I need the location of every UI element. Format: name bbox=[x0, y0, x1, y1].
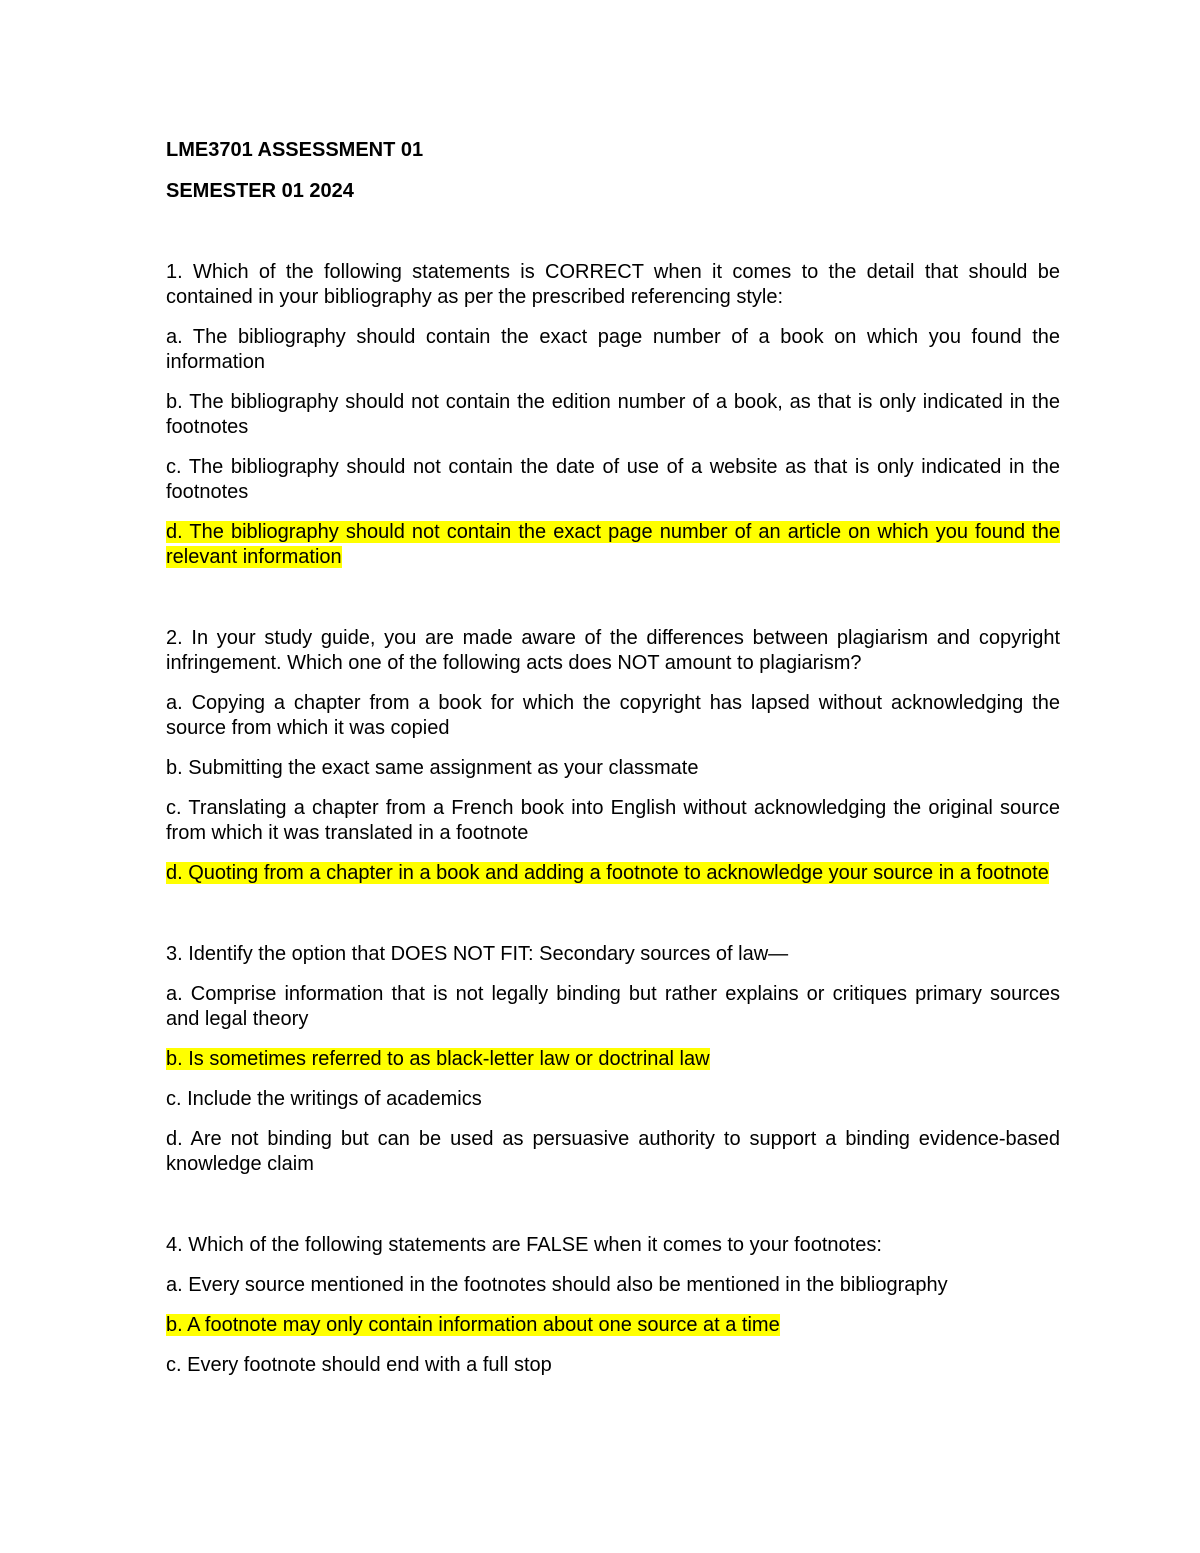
highlighted-answer: b. A footnote may only contain information about one source at a time bbox=[166, 1314, 780, 1336]
option-text: c. The bibliography should not contain the date of use of a website as that is only indicated in the footnotes bbox=[166, 456, 1060, 503]
answer-option-a bbox=[166, 1273, 1060, 1298]
document-title: LME3701 ASSESSMENT 01 bbox=[166, 139, 424, 161]
option-text: a. The bibliography should contain the exact page number of a book on which you found the information bbox=[166, 326, 1060, 373]
document-subtitle: SEMESTER 01 2024 bbox=[166, 180, 354, 202]
option-text: b. Submitting the exact same assignment as your classmate bbox=[166, 757, 699, 779]
answer-option-a bbox=[166, 982, 1060, 1032]
option-text: d. Are not binding but can be used as persuasive authority to support a binding evidence-based knowledge claim bbox=[166, 1128, 1060, 1175]
answer-option-a bbox=[166, 691, 1060, 741]
question-stem: 3. Identify the option that DOES NOT FIT: Secondary sources of law— bbox=[166, 943, 789, 965]
option-text: c. Every footnote should end with a full stop bbox=[166, 1354, 552, 1376]
question-1 bbox=[166, 260, 1060, 570]
highlighted-answer: d. The bibliography should not contain the exact page number of an article on which you found the relevant information bbox=[166, 521, 1060, 568]
answer-option-c bbox=[166, 796, 1060, 846]
option-text: b. The bibliography should not contain the edition number of a book, as that is only indicated in the footnotes bbox=[166, 391, 1060, 438]
answer-option-d bbox=[166, 1127, 1060, 1177]
answer-option-d bbox=[166, 861, 1060, 886]
question-3 bbox=[166, 942, 1060, 1177]
question-2 bbox=[166, 626, 1060, 886]
answer-option-c bbox=[166, 455, 1060, 505]
document-page bbox=[166, 138, 1060, 1393]
answer-option-c bbox=[166, 1353, 1060, 1378]
answer-option-d bbox=[166, 520, 1060, 570]
option-text: a. Every source mentioned in the footnotes should also be mentioned in the bibliography bbox=[166, 1274, 948, 1296]
option-text: c. Translating a chapter from a French book into English without acknowledging the original source from which it was translated in a footnote bbox=[166, 797, 1060, 844]
answer-option-b bbox=[166, 756, 1060, 781]
highlighted-answer: b. Is sometimes referred to as black-letter law or doctrinal law bbox=[166, 1048, 710, 1070]
option-text: c. Include the writings of academics bbox=[166, 1088, 482, 1110]
answer-option-a bbox=[166, 325, 1060, 375]
option-text: a. Comprise information that is not legally binding but rather explains or critiques primary sources and legal theory bbox=[166, 983, 1060, 1030]
question-stem: 1. Which of the following statements is CORRECT when it comes to the detail that should be contained in your bibliography as per the prescribed referencing style: bbox=[166, 261, 1060, 308]
answer-option-c bbox=[166, 1087, 1060, 1112]
answer-option-b bbox=[166, 390, 1060, 440]
question-stem: 2. In your study guide, you are made aware of the differences between plagiarism and copyright infringement. Which one of the following acts does NOT amount to plagiarism? bbox=[166, 627, 1060, 674]
answer-option-b bbox=[166, 1313, 1060, 1338]
question-4 bbox=[166, 1233, 1060, 1378]
highlighted-answer: d. Quoting from a chapter in a book and adding a footnote to acknowledge your source in a footnote bbox=[166, 862, 1049, 884]
answer-option-b bbox=[166, 1047, 1060, 1072]
question-stem: 4. Which of the following statements are FALSE when it comes to your footnotes: bbox=[166, 1234, 882, 1256]
option-text: a. Copying a chapter from a book for which the copyright has lapsed without acknowledging the source from which it was copied bbox=[166, 692, 1060, 739]
